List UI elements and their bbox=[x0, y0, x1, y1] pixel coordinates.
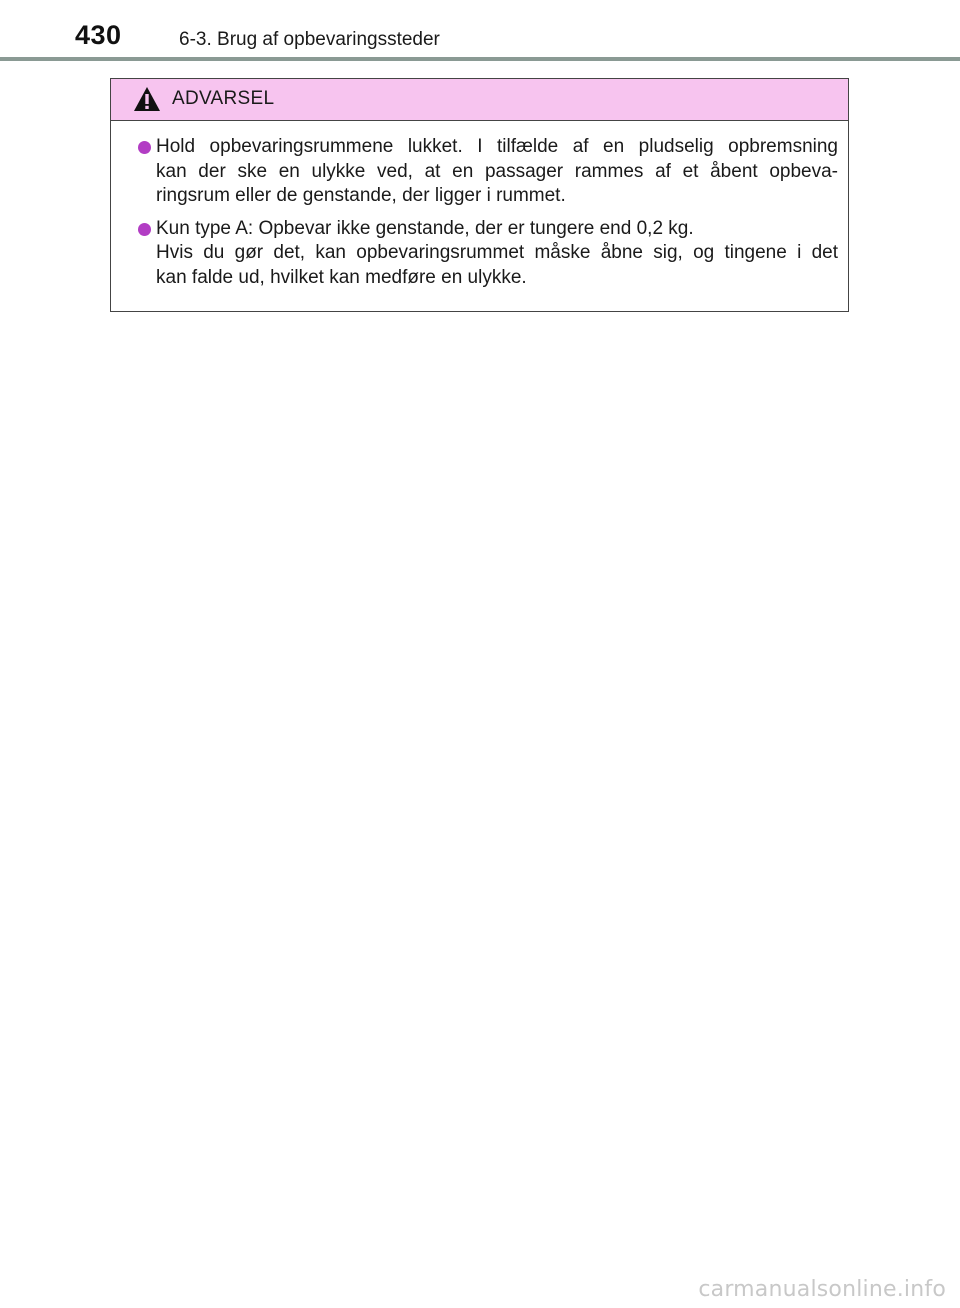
text-line: Hvis du gør det, kan opbevaringsrummet måske åbne sig, og tingene i det bbox=[156, 242, 838, 263]
warning-item bbox=[111, 217, 838, 291]
text-line: Kun type A: Opbevar ikke genstande, der er tungere end 0,2 kg. bbox=[156, 217, 694, 239]
warning-item-text bbox=[156, 135, 838, 209]
text-line: kan falde ud, hvilket kan medføre en ulykke. bbox=[156, 266, 527, 288]
bullet-icon bbox=[138, 141, 151, 154]
warning-triangle-icon bbox=[133, 86, 161, 112]
warning-item-text bbox=[156, 217, 838, 291]
warning-body bbox=[111, 121, 848, 290]
header-divider bbox=[0, 57, 960, 61]
text-line: ringsrum eller de genstande, der ligger i rummet. bbox=[156, 185, 566, 206]
warning-box bbox=[110, 78, 849, 312]
watermark: carmanualsonline.info bbox=[698, 1277, 946, 1302]
text-line: Hold opbevaringsrummene lukket. I tilfælde af en pludselig opbremsning bbox=[156, 136, 838, 157]
bullet-icon bbox=[138, 223, 151, 236]
section-title: 6-3. Brug af opbevaringssteder bbox=[179, 29, 440, 50]
warning-header bbox=[111, 79, 848, 121]
page-number: 430 bbox=[75, 20, 122, 50]
text-line: kan der ske en ulykke ved, at en passager rammes af et åbent opbeva- bbox=[156, 160, 838, 182]
warning-item bbox=[111, 135, 838, 209]
page-header bbox=[0, 0, 960, 62]
warning-title: ADVARSEL bbox=[172, 88, 275, 109]
